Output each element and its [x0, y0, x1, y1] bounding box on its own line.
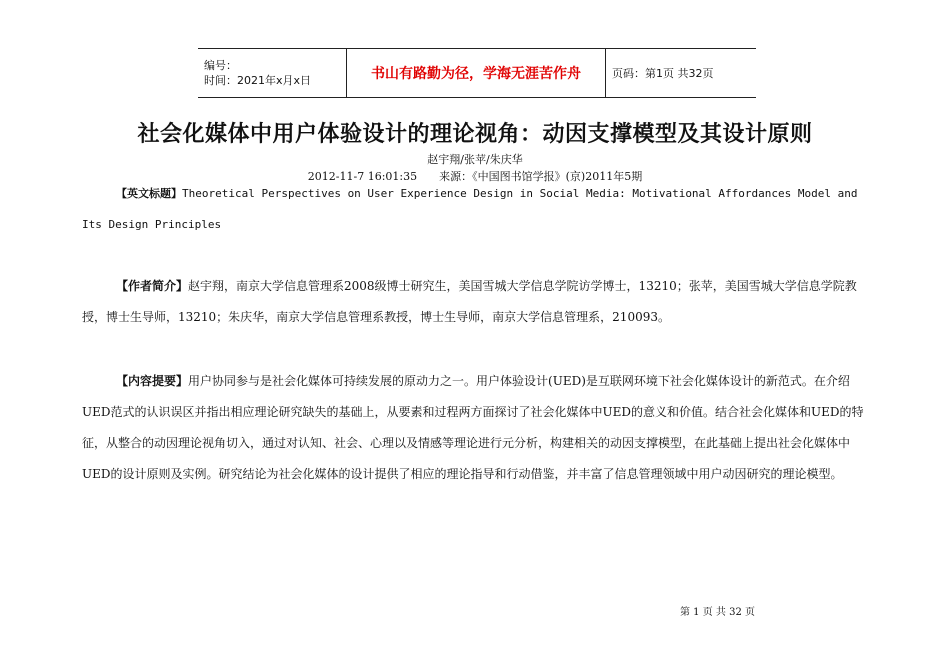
english-title-label: 【英文标题】	[116, 187, 182, 200]
header-number-time-cell	[198, 49, 347, 98]
abstract-label: 【内容提要】	[116, 374, 189, 388]
article-title: 社会化媒体中用户体验设计的理论视角：动因支撑模型及其设计原则	[137, 122, 813, 147]
article-meta: 2012-11-7 16:01:35 来源：《中国图书馆学报》(京)2011年5期	[307, 170, 643, 183]
abstract-paragraph	[82, 366, 872, 490]
author-intro-paragraph	[82, 271, 872, 333]
english-title-text: Theoretical Perspectives on User Experience Design in Social Media: Motivational Affordances Model and Its Design Principles	[82, 187, 858, 231]
header-page-label: 页码：第1页 共32页	[606, 49, 757, 98]
header-motto: 书山有路勤为径，学海无涯苦作舟	[347, 49, 606, 98]
author-intro-label: 【作者简介】	[116, 279, 189, 293]
header-number-label: 编号：	[204, 59, 237, 72]
article-authors: 赵宇翔/张苹/朱庆华	[427, 153, 523, 166]
document-header	[198, 48, 756, 98]
abstract-text: 用户协同参与是社会化媒体可持续发展的原动力之一。用户体验设计(UED)是互联网环境下社会化媒体设计的新范式。在介绍UED范式的认识误区并指出相应理论研究缺失的基础上，从要素和过程两方面探讨了社会化媒体中UED的意义和价值。结合社会化媒体和UED的特征，从整合的动因理论视角切入，通过对认知、社会、心理以及情感等理论进行元分析，构建相关的动因支撑模型，在此基础上提出社会化媒体中UED的设计原则及实例。研究结论为社会化媒体的设计提供了相应的理论指导和行动借鉴，并丰富了信息管理领域中用户动因研究的理论模型。	[82, 374, 864, 481]
header-time-label: 时间：2021年x月x日	[204, 74, 312, 87]
page-footer: 第 1 页 共 32 页	[680, 607, 755, 618]
author-intro-text: 赵宇翔，南京大学信息管理系2008级博士研究生，美国雪城大学信息学院访学博士，13210；张苹，美国雪城大学信息学院教授，博士生导师，13210；朱庆华，南京大学信息管理系教授，博士生导师，南京大学信息管理系，210093。	[82, 279, 857, 324]
english-title-paragraph	[82, 178, 872, 240]
